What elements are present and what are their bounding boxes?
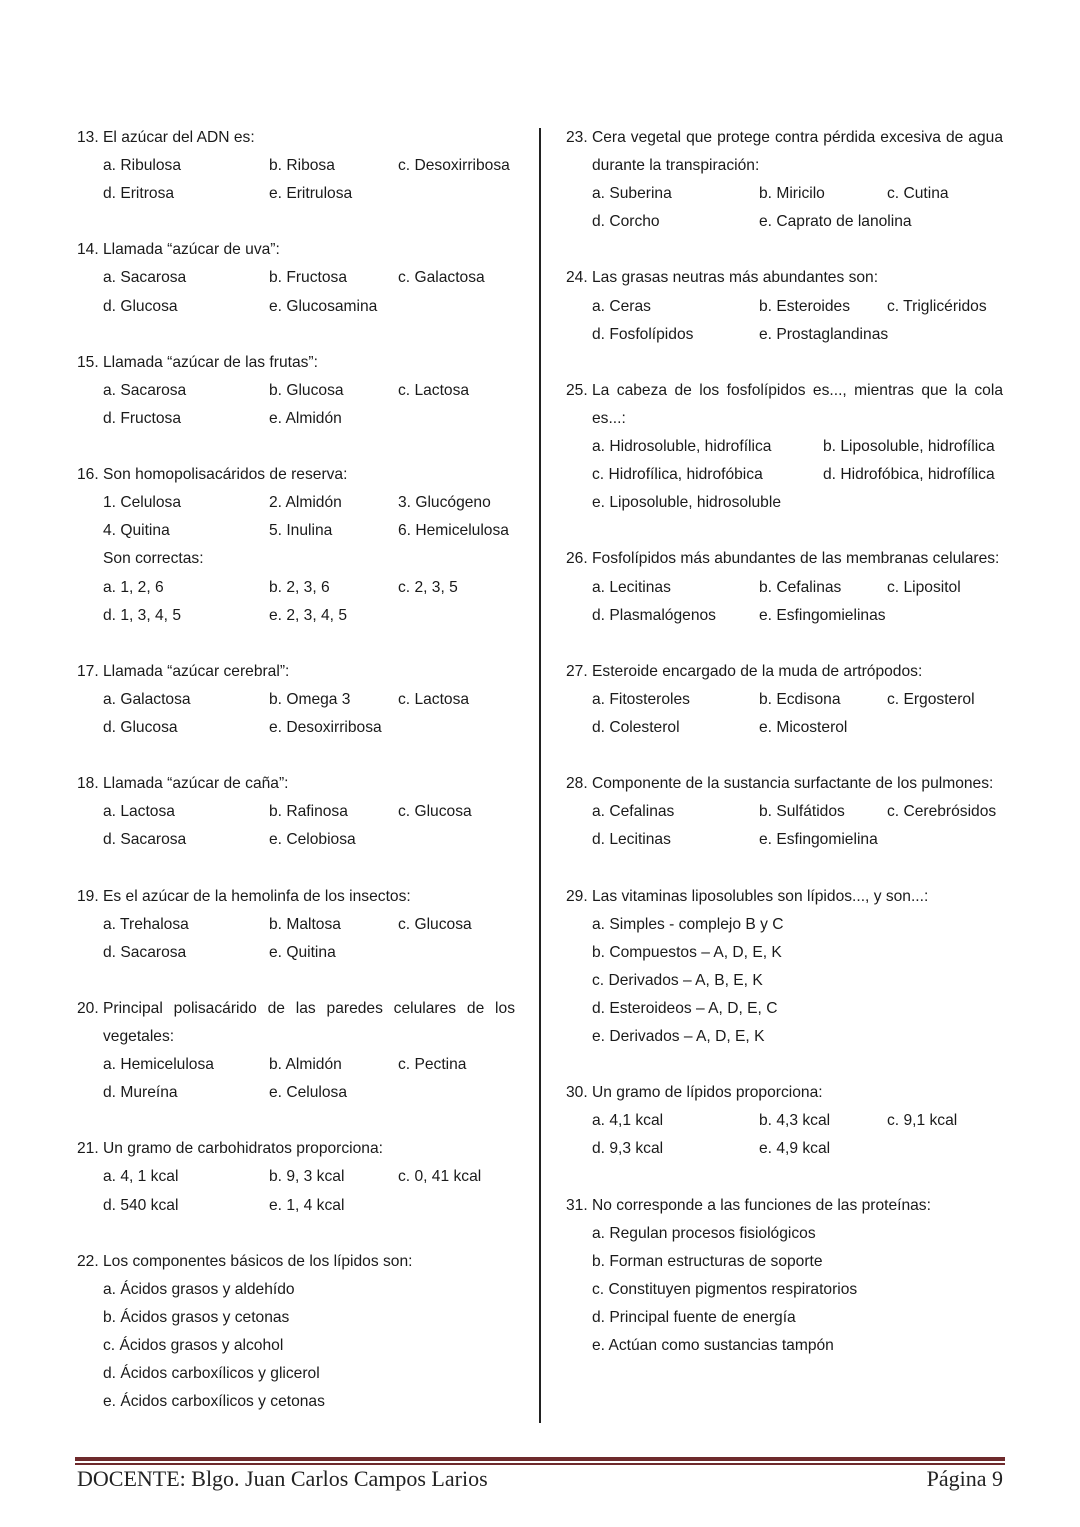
option-row (103, 798, 515, 826)
question (77, 995, 515, 1107)
question-text: Fosfolípidos más abundantes de las membranas celulares: (592, 550, 1000, 568)
option: c. Ácidos grasos y alcohol (103, 1337, 284, 1355)
column-divider (539, 128, 541, 1423)
option-row (103, 714, 515, 742)
option: d. Mureína (103, 1084, 178, 1102)
option-row (592, 939, 1003, 967)
option: b. Sulfátidos (759, 803, 845, 821)
question-stem (77, 461, 515, 489)
option-row (592, 1220, 1003, 1248)
options (77, 1051, 515, 1107)
option: a. Lecitinas (592, 578, 671, 596)
option: c. Triglicéridos (887, 297, 987, 315)
question (77, 770, 515, 854)
options (566, 293, 1003, 349)
option: a. Lactosa (103, 803, 175, 821)
question-number: 27. (566, 662, 588, 680)
option-row (103, 1079, 515, 1107)
options (566, 574, 1003, 630)
question (566, 883, 1003, 1052)
option: b. Fructosa (269, 269, 347, 287)
question-number: 22. (77, 1252, 99, 1270)
option-row (592, 321, 1003, 349)
option-row (103, 377, 515, 405)
option: a. 4,1 kcal (592, 1112, 664, 1130)
question-text: No corresponde a las funciones de las proteínas: (592, 1196, 931, 1214)
option: a. Ceras (592, 297, 651, 315)
option: e. Ácidos carboxílicos y cetonas (103, 1393, 325, 1411)
question (77, 658, 515, 742)
option: b. Glucosa (269, 381, 344, 399)
question-text: Cera vegetal que protege contra pérdida excesiva de agua durante la transpiración: (592, 129, 1003, 175)
option: a. 4, 1 kcal (103, 1168, 179, 1186)
option: e. Prostaglandinas (759, 325, 889, 343)
question-stem (77, 124, 515, 152)
option-row (592, 461, 1003, 489)
option-row (592, 602, 1003, 630)
option: d. Colesterol (592, 718, 680, 736)
question-text: Un gramo de carbohidratos proporciona: (103, 1140, 383, 1158)
option-row (592, 1135, 1003, 1163)
option: e. Glucosamina (269, 297, 378, 315)
question-number: 31. (566, 1196, 588, 1214)
option: a. Trehalosa (103, 915, 189, 933)
option-row (592, 574, 1003, 602)
option: a. Simples - complejo B y C (592, 915, 784, 933)
option: a. Hemicelulosa (103, 1056, 214, 1074)
question (77, 883, 515, 967)
option: d. Fructosa (103, 409, 181, 427)
options (77, 264, 515, 320)
question-number: 19. (77, 887, 99, 905)
option: e. 2, 3, 4, 5 (269, 606, 348, 624)
question (77, 349, 515, 433)
question-stem (566, 883, 1003, 911)
options (566, 1220, 1003, 1360)
options (566, 433, 1003, 517)
option: c. Desoxirribosa (398, 157, 510, 175)
option: b. Liposoluble, hidrofílica (823, 438, 995, 456)
option-row (103, 1051, 515, 1079)
question-stem (566, 1079, 1003, 1107)
option: d. Ácidos carboxílicos y glicerol (103, 1365, 320, 1383)
option: c. Galactosa (398, 269, 485, 287)
option: c. Cutina (887, 185, 949, 203)
option: d. Plasmalógenos (592, 606, 716, 624)
options (566, 1107, 1003, 1163)
option: 3. Glucógeno (398, 494, 491, 512)
option: c. Lactosa (398, 690, 470, 708)
question-stem (77, 770, 515, 798)
question-text: Es el azúcar de la hemolinfa de los insectos: (103, 887, 411, 905)
question-stem (77, 236, 515, 264)
question-text: Un gramo de lípidos proporciona: (592, 1084, 823, 1102)
option: e. Caprato de lanolina (759, 213, 912, 231)
option: a. Ácidos grasos y aldehído (103, 1280, 295, 1298)
option: b. 9, 3 kcal (269, 1168, 345, 1186)
option: b. Omega 3 (269, 690, 351, 708)
option: d. Glucosa (103, 297, 178, 315)
question-number: 15. (77, 353, 99, 371)
option: e. Derivados – A, D, E, K (592, 1028, 765, 1045)
question (566, 264, 1003, 348)
option: d. Hidrofóbica, hidrofílica (823, 466, 995, 484)
option: a. Sacarosa (103, 381, 187, 399)
option: b. Ribosa (269, 157, 335, 175)
option: b. Ecdisona (759, 690, 841, 708)
question (566, 658, 1003, 742)
question-stem (566, 545, 1003, 573)
option: e. Celulosa (269, 1084, 348, 1102)
option: c. Ergosterol (887, 690, 975, 708)
question (77, 461, 515, 630)
question-number: 26. (566, 550, 588, 568)
option: a. Galactosa (103, 690, 191, 708)
option-row (103, 293, 515, 321)
question-stem (566, 377, 1003, 433)
option: 4. Quitina (103, 522, 170, 540)
question (566, 377, 1003, 517)
option-row (592, 1332, 1003, 1360)
question (566, 1079, 1003, 1163)
option: c. Hidrofílica, hidrofóbica (592, 466, 763, 484)
option-row (103, 264, 515, 292)
option: d. Sacarosa (103, 831, 187, 849)
question (566, 1192, 1003, 1361)
question-stem (77, 1135, 515, 1163)
option: d. 1, 3, 4, 5 (103, 606, 182, 624)
option: a. Suberina (592, 185, 672, 203)
question-text: Principal polisacárido de las paredes celulares de los vegetales: (103, 999, 515, 1045)
options (77, 1276, 515, 1416)
option-row (592, 433, 1003, 461)
option: d. Fosfolípidos (592, 325, 694, 343)
option-row (103, 1163, 515, 1191)
option: e. Esfingomielinas (759, 606, 886, 624)
options (566, 180, 1003, 236)
question (566, 545, 1003, 629)
option: c. Derivados – A, B, E, K (592, 971, 763, 989)
option: c. Glucosa (398, 803, 472, 821)
question-stem (77, 1248, 515, 1276)
options (566, 911, 1003, 1051)
options (77, 152, 515, 208)
option-row (103, 1360, 515, 1388)
question (77, 1248, 515, 1417)
option: d. Eritrosa (103, 185, 175, 203)
option-row (592, 180, 1003, 208)
question-stem (77, 658, 515, 686)
question-text: Llamada “azúcar de las frutas”: (103, 353, 318, 371)
option-row (103, 517, 515, 545)
question-number: 17. (77, 662, 99, 680)
option-row (103, 939, 515, 967)
question-stem (77, 349, 515, 377)
question-number: 29. (566, 887, 588, 905)
option: e. Almidón (269, 409, 342, 427)
option: b. Almidón (269, 1056, 342, 1074)
question-text: Los componentes básicos de los lípidos son: (103, 1252, 413, 1270)
option: a. Regulan procesos fisiológicos (592, 1224, 816, 1242)
question-number: 18. (77, 775, 99, 793)
option: b. Forman estructuras de soporte (592, 1252, 823, 1270)
question-number: 20. (77, 999, 99, 1017)
question-number: 14. (77, 241, 99, 259)
option-row (592, 798, 1003, 826)
question-number: 25. (566, 381, 588, 399)
option-row (103, 405, 515, 433)
question-stem (566, 124, 1003, 180)
question-text: El azúcar del ADN es: (103, 129, 255, 146)
option: e. Actúan como sustancias tampón (592, 1337, 834, 1355)
option: d. Lecitinas (592, 831, 671, 849)
option-row (592, 208, 1003, 236)
option: c. 0, 41 kcal (398, 1168, 482, 1186)
question-number: 23. (566, 129, 588, 146)
options (77, 1163, 515, 1219)
question-text: Son homopolisacáridos de reserva: (103, 466, 348, 484)
option: a. Fitosteroles (592, 690, 690, 708)
question-stem (77, 995, 515, 1051)
options (77, 911, 515, 967)
option: e. Eritrulosa (269, 185, 353, 203)
option-row (103, 489, 515, 517)
footer-teacher: DOCENTE: Blgo. Juan Carlos Campos Larios (77, 1466, 488, 1491)
question-text: Llamada “azúcar de uva”: (103, 241, 280, 259)
option-row (592, 1107, 1003, 1135)
option-row (103, 686, 515, 714)
option: e. 1, 4 kcal (269, 1196, 345, 1214)
question-number: 16. (77, 466, 99, 484)
question-number: 21. (77, 1140, 99, 1158)
option: d. 9,3 kcal (592, 1140, 664, 1158)
options (77, 489, 515, 629)
option: b. 4,3 kcal (759, 1112, 831, 1130)
question-text: Llamada “azúcar de caña”: (103, 775, 289, 793)
question-stem (77, 883, 515, 911)
option-row (103, 1276, 515, 1304)
option: c. 2, 3, 5 (398, 578, 458, 596)
question (77, 1135, 515, 1219)
option-row (103, 1388, 515, 1416)
footer-rule-thin (75, 1463, 1005, 1465)
option: e. Quitina (269, 943, 336, 961)
option: e. Celobiosa (269, 831, 356, 849)
option-row (592, 293, 1003, 321)
option: b. Esteroides (759, 297, 851, 315)
question (77, 236, 515, 320)
option-row (592, 911, 1003, 939)
options (566, 686, 1003, 742)
option: b. Miricilo (759, 185, 825, 203)
option: 5. Inulina (269, 522, 333, 540)
option-row (592, 967, 1003, 995)
option-row (103, 1332, 515, 1360)
option: d. Principal fuente de energía (592, 1308, 796, 1326)
options (77, 686, 515, 742)
option: b. Ácidos grasos y cetonas (103, 1308, 290, 1326)
question-number: 30. (566, 1084, 588, 1102)
option: b. Cefalinas (759, 578, 842, 596)
option: 6. Hemicelulosa (398, 522, 509, 540)
options (77, 798, 515, 854)
option-row (103, 826, 515, 854)
option-row (103, 574, 515, 602)
question-stem (566, 264, 1003, 292)
option: e. Desoxirribosa (269, 718, 382, 736)
option: a. Sacarosa (103, 269, 187, 287)
option-row (592, 826, 1003, 854)
options (77, 377, 515, 433)
question-number: 28. (566, 775, 588, 793)
option-row (592, 686, 1003, 714)
question-text: Llamada “azúcar cerebral”: (103, 662, 290, 680)
option-row (592, 1248, 1003, 1276)
option: c. Pectina (398, 1056, 467, 1074)
option: a. Ribulosa (103, 157, 182, 175)
question (77, 124, 515, 208)
option: c. Cerebrósidos (887, 803, 997, 821)
question (566, 124, 1003, 236)
option: a. 1, 2, 6 (103, 578, 164, 596)
question (566, 770, 1003, 854)
option: d. 540 kcal (103, 1196, 179, 1214)
footer-rule (75, 1457, 1005, 1461)
option-row (592, 1276, 1003, 1304)
option: b. Maltosa (269, 915, 341, 933)
option-row (592, 1304, 1003, 1332)
question-text: La cabeza de los fosfolípidos es..., mientras que la cola es...: (592, 381, 1003, 427)
option: d. Esteroideos – A, D, E, C (592, 999, 778, 1017)
option-row (103, 1192, 515, 1220)
question-stem (566, 770, 1003, 798)
question-note: Son correctas: (103, 550, 204, 568)
question-text: Esteroide encargado de la muda de artrópodos: (592, 662, 923, 680)
option: e. Micosterol (759, 718, 848, 736)
option-row (103, 180, 515, 208)
option: c. Lipositol (887, 578, 961, 596)
option: c. Lactosa (398, 381, 470, 399)
options (566, 798, 1003, 854)
option: b. 2, 3, 6 (269, 578, 330, 596)
option: 1. Celulosa (103, 494, 182, 512)
option-row (103, 1304, 515, 1332)
option-row (592, 1023, 1003, 1051)
option: c. 9,1 kcal (887, 1112, 958, 1130)
option: a. Cefalinas (592, 803, 675, 821)
right-column (566, 124, 1003, 1388)
page-number: Página 9 (926, 1466, 1003, 1491)
option: c. Constituyen pigmentos respiratorios (592, 1280, 858, 1298)
option: e. 4,9 kcal (759, 1140, 831, 1158)
question-number: 24. (566, 269, 588, 287)
option: d. Glucosa (103, 718, 178, 736)
option-row (592, 714, 1003, 742)
question-stem (566, 1192, 1003, 1220)
option: e. Liposoluble, hidrosoluble (592, 494, 781, 512)
option: a. Hidrosoluble, hidrofílica (592, 438, 772, 456)
question-text: Las grasas neutras más abundantes son: (592, 269, 879, 287)
question-number: 13. (77, 129, 99, 146)
option-row (103, 152, 515, 180)
left-column (77, 124, 515, 1444)
option: 2. Almidón (269, 494, 342, 512)
option-row (592, 995, 1003, 1023)
option: e. Esfingomielina (759, 831, 878, 849)
option: c. Glucosa (398, 915, 472, 933)
option: d. Corcho (592, 213, 660, 231)
option-row (103, 602, 515, 630)
option-row (592, 489, 1003, 517)
option-row (103, 911, 515, 939)
option: d. Sacarosa (103, 943, 187, 961)
question-stem (566, 658, 1003, 686)
question-text: Las vitaminas liposolubles son lípidos..., y son...: (592, 887, 929, 905)
option: b. Rafinosa (269, 803, 348, 821)
option: b. Compuestos – A, D, E, K (592, 943, 782, 961)
question-text: Componente de la sustancia surfactante de los pulmones: (592, 775, 994, 793)
